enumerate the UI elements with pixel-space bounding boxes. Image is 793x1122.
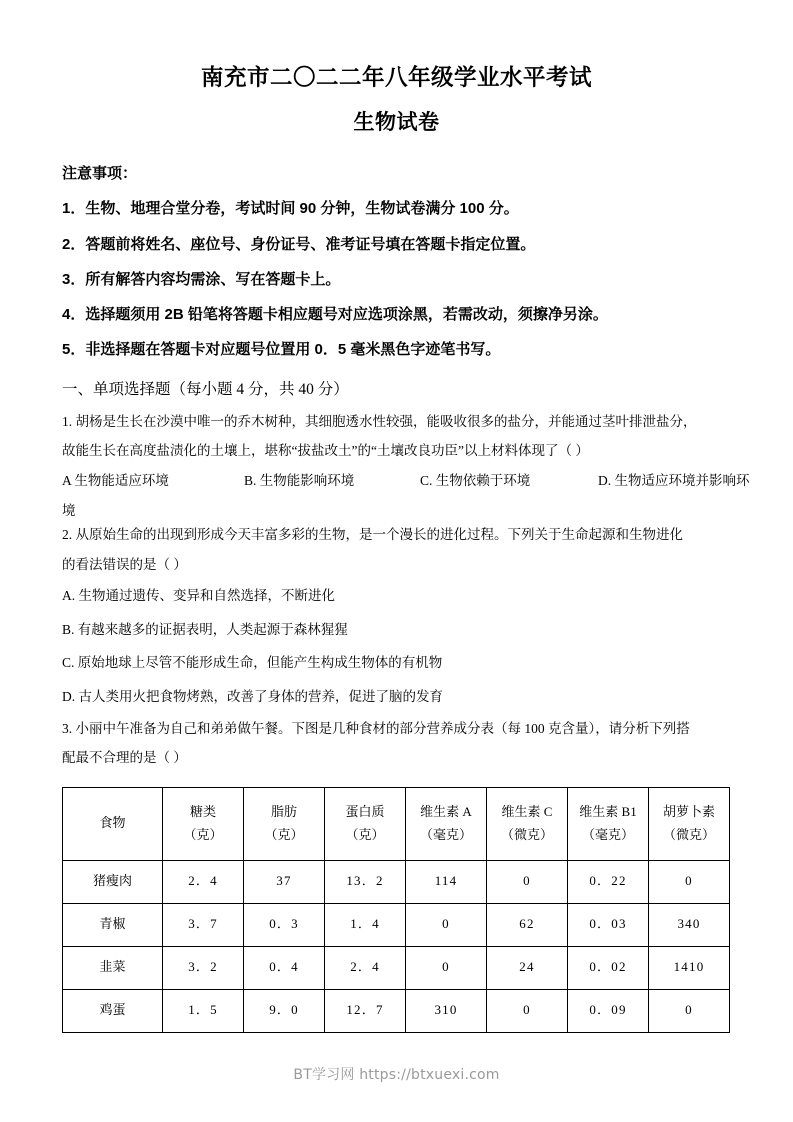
table-cell-vitamin-a: 310 bbox=[406, 989, 487, 1032]
question-1-option-d[interactable]: D. 生物适应环境并影响环 bbox=[598, 473, 750, 489]
table-header-vitamin-c bbox=[487, 787, 568, 860]
table-cell-carbohydrate: 1．5 bbox=[163, 989, 244, 1032]
question-3-stem-line-1: 3. 小丽中午准备为自己和弟弟做午餐。下图是几种食材的部分营养成分表（每 100 克含量），请分析下列搭 bbox=[62, 720, 690, 736]
notice-item-4: 4．选择题须用 2B 铅笔将答题卡相应题号对应选项涂黑，若需改动，须擦净另涂。 bbox=[62, 306, 608, 324]
table-cell-carbohydrate: 2．4 bbox=[163, 860, 244, 903]
table-cell-carotene: 340 bbox=[649, 903, 730, 946]
notice-item-5: 5．非选择题在答题卡对应题号位置用 0．5 毫米黑色字迹笔书写。 bbox=[62, 341, 501, 359]
table-cell-vitamin-c: 24 bbox=[487, 946, 568, 989]
table-header-vitamin-a bbox=[406, 787, 487, 860]
table-cell-fat: 9．0 bbox=[244, 989, 325, 1032]
table-cell-carotene: 1410 bbox=[649, 946, 730, 989]
table-row bbox=[63, 989, 730, 1032]
table-row bbox=[63, 903, 730, 946]
table-header-vitamin-c-line2: （微克） bbox=[500, 826, 553, 842]
table-cell-food: 青椒 bbox=[63, 903, 163, 946]
question-1-option-c[interactable]: C. 生物依赖于环境 bbox=[420, 473, 531, 489]
table-header-protein-line1: 蛋白质 bbox=[345, 803, 385, 819]
question-1 bbox=[62, 407, 750, 520]
question-1-options bbox=[62, 466, 750, 496]
table-header-fat-line2: （克） bbox=[264, 826, 304, 842]
table-header-vitamin-a-line2: （毫克） bbox=[419, 826, 472, 842]
nutrition-table bbox=[62, 787, 730, 1033]
table-header-vitamin-b1 bbox=[568, 787, 649, 860]
question-2-option-d[interactable]: D. 古人类用火把食物烤熟，改善了身体的营养，促进了脑的发育 bbox=[62, 688, 443, 704]
table-header-food bbox=[63, 787, 163, 860]
notice-block bbox=[62, 163, 731, 368]
table-cell-carbohydrate: 3．2 bbox=[163, 946, 244, 989]
table-cell-vitamin-a: 114 bbox=[406, 860, 487, 903]
table-header-vitamin-b1-line2: （毫克） bbox=[581, 826, 634, 842]
table-header-protein bbox=[325, 787, 406, 860]
table-cell-protein: 1．4 bbox=[325, 903, 406, 946]
table-row bbox=[63, 946, 730, 989]
table-cell-carbohydrate: 3．7 bbox=[163, 903, 244, 946]
table-cell-protein: 2．4 bbox=[325, 946, 406, 989]
question-1-option-b[interactable]: B. 生物能影响环境 bbox=[244, 473, 355, 489]
table-header-carbohydrate-line2: （克） bbox=[183, 826, 223, 842]
table-row bbox=[63, 860, 730, 903]
question-1-option-a[interactable]: A 生物能适应环境 bbox=[62, 473, 169, 489]
table-cell-food: 韭菜 bbox=[63, 946, 163, 989]
question-1-stem-line-1: 1. 胡杨是生长在沙漠中唯一的乔木树种，其细胞透水性较强，能吸收很多的盐分，并能通过茎叶排泄盐分， bbox=[62, 413, 697, 429]
question-2-option-a[interactable]: A. 生物通过遗传、变异和自然选择，不断进化 bbox=[62, 588, 335, 604]
table-cell-vitamin-c: 62 bbox=[487, 903, 568, 946]
table-header-food-line1: 食物 bbox=[99, 815, 126, 831]
table-header-carbohydrate-line1: 糖类 bbox=[189, 803, 216, 819]
table-cell-vitamin-a: 0 bbox=[406, 903, 487, 946]
page-title: 南充市二〇二二年八年级学业水平考试 bbox=[200, 65, 592, 90]
question-1-stem-line-2: 故能生长在高度盐渍化的土壤上，堪称“拔盐改土”的“土壤改良功臣”以上材料体现了（ ） bbox=[62, 443, 589, 459]
table-header-carotene-line1: 胡萝卜素 bbox=[662, 803, 715, 819]
footer-watermark: BT学习网 https://btxuexi.com bbox=[293, 1067, 500, 1083]
table-header-carotene bbox=[649, 787, 730, 860]
table-cell-vitamin-c: 0 bbox=[487, 989, 568, 1032]
table-cell-vitamin-b1: 0．09 bbox=[568, 989, 649, 1032]
table-header-vitamin-b1-line1: 维生素 B1 bbox=[579, 803, 637, 819]
page-subtitle: 生物试卷 bbox=[353, 110, 440, 134]
table-cell-fat: 0．4 bbox=[244, 946, 325, 989]
table-header-fat bbox=[244, 787, 325, 860]
table-cell-fat: 37 bbox=[244, 860, 325, 903]
table-header-vitamin-c-line1: 维生素 C bbox=[501, 803, 553, 819]
table-cell-protein: 13．2 bbox=[325, 860, 406, 903]
table-cell-fat: 0．3 bbox=[244, 903, 325, 946]
question-2-stem-line-1: 2. 从原始生命的出现到形成今天丰富多彩的生物，是一个漫长的进化过程。下列关于生命起源和生物进化 bbox=[62, 527, 683, 543]
table-header-row bbox=[63, 787, 730, 860]
table-cell-food: 鸡蛋 bbox=[63, 989, 163, 1032]
table-header-carbohydrate bbox=[163, 787, 244, 860]
notice-item-1: 1．生物、地理合堂分卷，考试时间 90 分钟，生物试卷满分 100 分。 bbox=[62, 200, 519, 218]
table-cell-protein: 12．7 bbox=[325, 989, 406, 1032]
table-cell-vitamin-b1: 0．22 bbox=[568, 860, 649, 903]
table-header-vitamin-a-line1: 维生素 A bbox=[420, 803, 472, 819]
table-cell-carotene: 0 bbox=[649, 989, 730, 1032]
question-1-option-d-continuation: 境 bbox=[62, 502, 76, 518]
table-cell-vitamin-b1: 0．02 bbox=[568, 946, 649, 989]
question-2-option-b[interactable]: B. 有越来越多的证据表明，人类起源于森林猩猩 bbox=[62, 621, 348, 637]
notice-item-3: 3．所有解答内容均需涂、写在答题卡上。 bbox=[62, 270, 341, 288]
table-cell-vitamin-c: 0 bbox=[487, 860, 568, 903]
table-cell-vitamin-a: 0 bbox=[406, 946, 487, 989]
section-heading-multiple-choice: 一、单项选择题（每小题 4 分，共 40 分） bbox=[62, 380, 349, 398]
table-header-fat-line1: 脂肪 bbox=[270, 803, 297, 819]
table-cell-carotene: 0 bbox=[649, 860, 730, 903]
notice-heading: 注意事项： bbox=[62, 164, 138, 182]
question-2-stem-line-2: 的看法错误的是（ ） bbox=[62, 556, 187, 572]
question-3 bbox=[62, 714, 731, 773]
question-3-stem-line-2: 配最不合理的是（ ） bbox=[62, 750, 187, 766]
question-2 bbox=[62, 520, 731, 713]
notice-item-2: 2．答题前将姓名、座位号、身份证号、准考证号填在答题卡指定位置。 bbox=[62, 235, 536, 253]
nutrition-table-wrapper bbox=[62, 787, 731, 1033]
question-2-option-c[interactable]: C. 原始地球上尽管不能形成生命，但能产生构成生物体的有机物 bbox=[62, 655, 443, 671]
table-cell-food: 猪瘦肉 bbox=[63, 860, 163, 903]
table-cell-vitamin-b1: 0．03 bbox=[568, 903, 649, 946]
table-header-protein-line2: （克） bbox=[345, 826, 385, 842]
table-header-carotene-line2: （微克） bbox=[662, 826, 715, 842]
